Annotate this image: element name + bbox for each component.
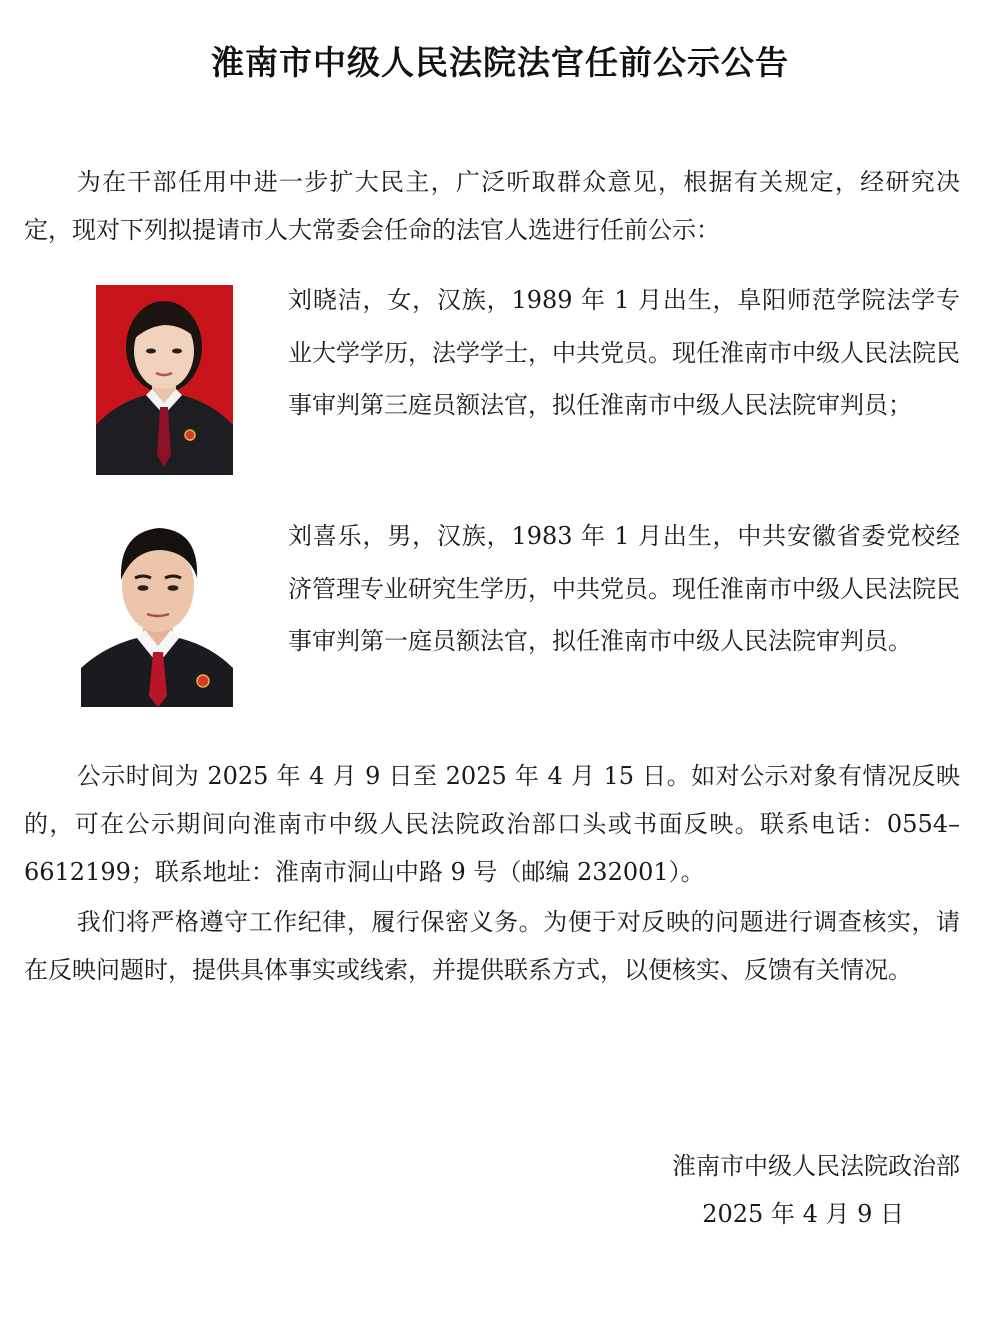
document-title: 淮南市中级人民法院法官任前公示公告 — [211, 43, 789, 82]
signature-department: 淮南市中级人民法院政治部 — [672, 1152, 960, 1180]
candidate-2-bio: 刘喜乐，男，汉族，1983 年 1 月出生，中共安徽省委党校经济管理专业研究生学历，中共党员。现任淮南市中级人民法院民事审判第一庭员额法官，拟任淮南市中级人民法院审判员。 — [288, 522, 960, 655]
confidentiality-paragraph: 我们将严格遵守工作纪律，履行保密义务。为便于对反映的问题进行调查核实，请在反映问题时，提供具体事实或线索，并提供联系方式，以便核实、反馈有关情况。 — [24, 908, 960, 984]
signature-date: 2025 年 4 月 9 日 — [702, 1200, 904, 1228]
candidate-2-photo — [81, 518, 233, 707]
period-notice-paragraph: 公示时间为 2025 年 4 月 9 日至 2025 年 4 月 15 日。如对公示对象有情况反映的，可在公示期间向淮南市中级人民法院政治部口头或书面反映。联系电话：0554–6612199；联系地址：淮南市洞山中路 9 号（邮编 232001）。 — [24, 762, 960, 886]
candidate-1-bio: 刘晓洁，女，汉族，1989 年 1 月出生，阜阳师范学院法学专业大学学历，法学学士，中共党员。现任淮南市中级人民法院民事审判第三庭员额法官，拟任淮南市中级人民法院审判员； — [288, 286, 960, 419]
candidate-1-photo — [96, 285, 233, 475]
intro-paragraph: 为在干部任用中进一步扩大民主，广泛听取群众意见，根据有关规定，经研究决定，现对下列拟提请市人大常委会任命的法官人选进行任前公示： — [24, 168, 960, 244]
